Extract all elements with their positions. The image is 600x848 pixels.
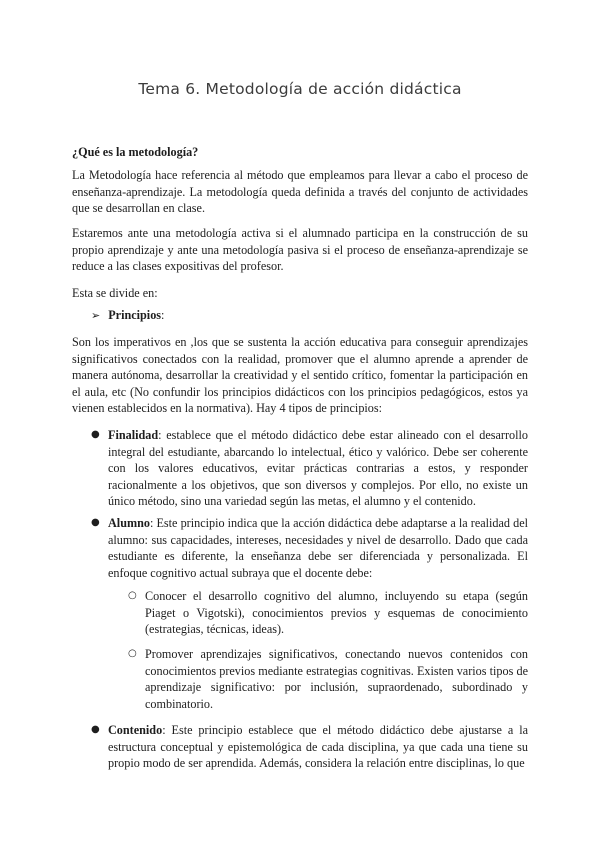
sub-bullet-text: Promover aprendizajes significativos, conectando nuevos contenidos con conocimientos previos mediante estrategias cognitivas. Existen varios tipos de aprendizaje significativo: por inclusión, supraordenado, subordinado y combinatorio. — [145, 647, 528, 711]
bullet-dot-icon: ● — [91, 724, 100, 735]
principles-list-item — [91, 307, 164, 325]
bullet-label: Alumno — [108, 516, 150, 530]
paragraph-definition: La Metodología hace referencia al método que empleamos para llevar a cabo el proceso de enseñanza-aprendizaje. La metodología queda definida a través del conjunto de actividades que se desarrollan en clase. — [72, 168, 528, 216]
bullet-text: : Este principio establece que el método didáctico debe ajustarse a la estructura conceptual y epistemológica de cada disciplina, ya que cada una tiene su propio modo de ser aprendida. Además, considera la relación entre disciplinas, lo que — [108, 723, 528, 771]
arrow-bullet-icon: ➢ — [91, 309, 101, 322]
principles-label: Principios — [108, 308, 162, 322]
sub-bullet-circle-icon: ○ — [128, 590, 137, 601]
bullet-contenido — [91, 722, 528, 772]
bullet-finalidad — [91, 427, 528, 510]
bullet-label: Finalidad — [108, 428, 159, 442]
sub-bullet-significant — [128, 646, 528, 712]
principles-colon: : — [161, 308, 165, 322]
document-title: Tema 6. Metodología de acción didáctica — [138, 80, 462, 98]
bullet-text: : establece que el método didáctico debe estar alineado con el desarrollo integral del estudiante, abarcando lo intelectual, ético y valórico. Debe ser coherente con los valores educativos, evitar prácticas contrarias a estos, y responder racionalmente a los objetivos, que son diversos y complejos. Por ello, no existe un único método, sino una variedad según las metas, el alumno y el contenido. — [108, 428, 528, 509]
section-heading: ¿Qué es la metodología? — [72, 145, 199, 159]
bullet-dot-icon: ● — [91, 429, 100, 440]
bullet-dot-icon: ● — [91, 517, 100, 528]
bullet-label: Contenido — [108, 723, 163, 737]
bullet-alumno — [91, 515, 528, 581]
paragraph-principles: Son los imperativos en ,los que se sustenta la acción educativa para conseguir aprendizajes significativos conectados con la realidad, promover que el alumno aprende a aprender de manera autónoma, desarrollar la creatividad y el sentido crítico, fomentar la participación en el aula, etc (No confundir los principios didácticos con los principios pedagógicos, estos ya vienen establecidos en la normativa). Hay 4 tipos de principios: — [72, 335, 528, 416]
paragraph-active-passive: Estaremos ante una metodología activa si el alumnado participa en la construcción de su propio aprendizaje y ante una metodología pasiva si el proceso de enseñanza-aprendizaje se reduce a las clases expositivas del profesor. — [72, 226, 528, 274]
sub-bullet-text: Conocer el desarrollo cognitivo del alumno, incluyendo su etapa (según Piaget o Vigotski), conocimientos previos y esquemas de conocimiento (estrategias, técnicas, ideas). — [145, 589, 528, 637]
paragraph-divides: Esta se divide en: — [72, 286, 158, 300]
sub-bullet-cognitive — [128, 588, 528, 638]
sub-bullet-circle-icon: ○ — [128, 648, 137, 659]
bullet-text: : Este principio indica que la acción didáctica debe adaptarse a la realidad del alumno: sus capacidades, intereses, necesidades y nivel de desarrollo. Dado que cada estudiante es diferente, la enseñanza debe ser diferenciada y personalizada. El enfoque cognitivo actual subraya que el docente debe: — [108, 516, 528, 580]
